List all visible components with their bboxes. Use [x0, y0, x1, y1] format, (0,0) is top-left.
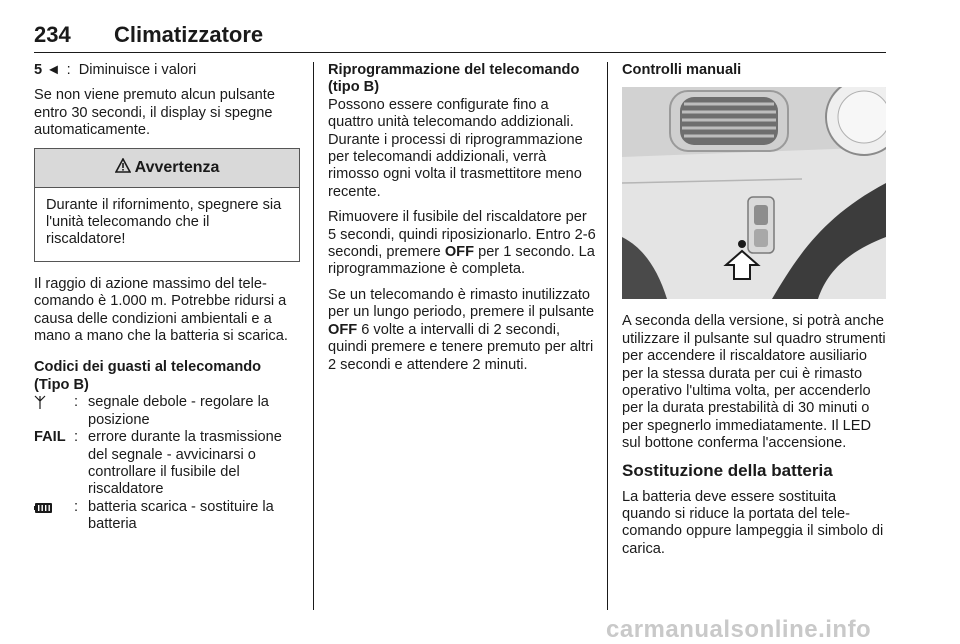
off-button-label: OFF	[444, 244, 475, 261]
warning-header	[35, 149, 299, 188]
section-heading: Sostituzione della batteria	[622, 460, 833, 480]
item-term	[34, 62, 61, 79]
battery-icon	[34, 499, 74, 534]
item-colon: :	[74, 429, 79, 446]
paragraph: La batteria deve essere sostituita quando si riduce la portata del telecomando oppure lampeggia il simbolo di carica.	[622, 488, 884, 557]
item-description: Diminuisce i valori	[78, 62, 197, 78]
off-button-label: OFF	[328, 321, 358, 338]
warning-body: Durante il rifornimento, spegnere sia l'unità telecomando che il riscaldatore!	[46, 196, 282, 248]
column-divider	[607, 62, 608, 610]
item-description: batteria scarica - sostituire la batteria	[88, 498, 274, 533]
item-description: segnale debole - regolare la posizione	[88, 394, 269, 428]
dashboard-illustration	[622, 87, 886, 299]
signal-icon	[34, 394, 74, 429]
list-item	[34, 499, 300, 534]
paragraph	[328, 209, 596, 279]
paragraph-text: Se un telecomando è rimasto inutilizzato per un lungo periodo, premere il pulsante	[328, 286, 595, 321]
column-divider	[313, 62, 314, 610]
list-item	[34, 62, 300, 79]
warning-box	[34, 148, 300, 262]
warning-title: Avvertenza	[134, 158, 220, 176]
paragraph	[328, 287, 596, 374]
item-colon: :	[74, 394, 79, 411]
paragraph: A seconda della versione, si potrà anche utilizzare il pulsante sul quadro strumenti per accendere il riscaldatore ausiliario per la stessa durata per cui è rimasto operativo l'ultima volta, per accenderlo per la durata prestabilità di 30 minuti o per spegnerlo immediatamente. Il LED sul bottone conferma l'accensione.	[622, 313, 886, 452]
header-divider	[34, 52, 886, 53]
paragraph-text: Rimuovere il fusibile del riscaldatore per 5 secondi, quindi riposizionarlo. Entro 2-6 secondi, premere	[328, 209, 596, 261]
item-term: FAIL	[34, 429, 66, 446]
left-arrow-icon: ◄	[46, 62, 61, 78]
paragraph: Possono essere configurate fino a quattro unità telecomando addizionali. Durante i processi di riprogrammazione per telecomandi addizionali, verrà rimosso ogni volta il trasmettitore meno recente.	[328, 96, 583, 200]
item-description: errore durante la trasmissione del segnale - avvicinarsi o controllare il fusibile del riscaldatore	[88, 429, 282, 498]
paragraph: Se non viene premuto alcun pulsante entro 30 secondi, il display si spegne automaticamente.	[34, 87, 275, 139]
column-middle	[328, 62, 596, 382]
page-header	[34, 22, 886, 50]
section-heading: Controlli manuali	[622, 62, 742, 78]
item-colon: :	[74, 498, 79, 515]
list-item	[34, 394, 300, 429]
paragraph-text: 6 volte a intervalli di 2 secondi, quindi premere e tenere premuto per altri 2 secondi e attendere 2 minuti.	[328, 321, 594, 373]
list-item	[34, 429, 300, 499]
column-left	[34, 62, 300, 534]
warning-icon	[115, 158, 131, 177]
watermark: carmanualsonline.info	[606, 616, 872, 643]
section-heading: Codici dei guasti al telecomando (Tipo B)	[34, 359, 262, 393]
paragraph-text: per 1 secondo. La riprogrammazione è completa.	[328, 244, 595, 278]
column-right	[622, 62, 888, 566]
item-colon: :	[66, 62, 71, 78]
chapter-title: Climatizzatore	[114, 22, 264, 47]
item-term-number: 5	[34, 62, 43, 78]
paragraph: Il raggio di azione massimo del telecomando è 1.000 m. Potrebbe ridursi a causa delle condizioni ambientali e a mano a mano che la batteria si scarica.	[34, 275, 288, 345]
section-heading: Riprogrammazione del telecomando (tipo B)	[328, 62, 580, 96]
page-number: 234	[34, 22, 71, 47]
